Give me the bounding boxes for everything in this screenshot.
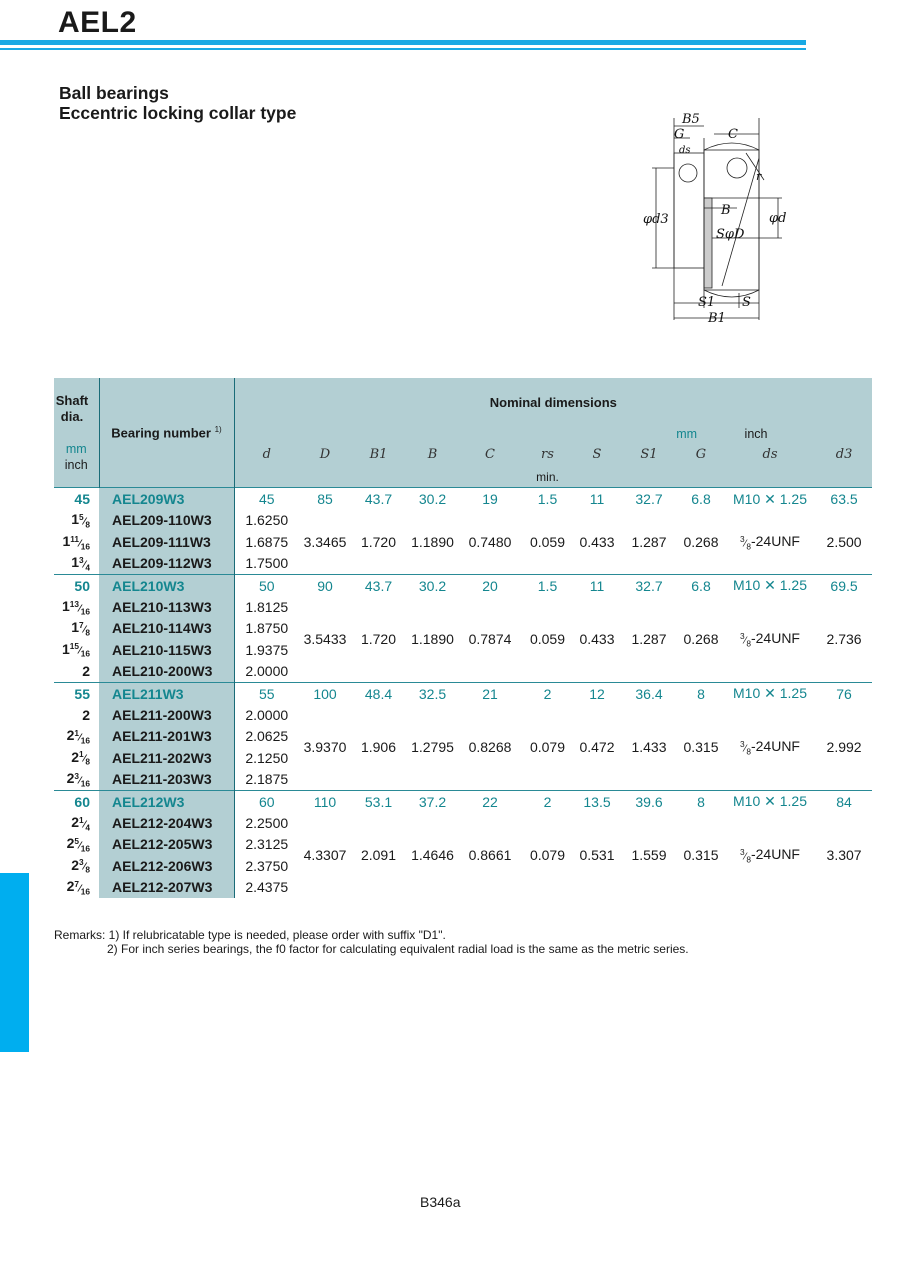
metric-value: 8 <box>678 682 724 704</box>
metric-value: 63.5 <box>816 488 872 510</box>
shaft-whole: 2 <box>82 663 90 680</box>
metric-value: 48.4 <box>351 682 406 704</box>
metric-value: 36.4 <box>620 682 678 704</box>
table-row-inch <box>54 704 872 725</box>
inch-s1: 1.287 <box>631 533 667 550</box>
col-name-b1: B1 <box>369 446 388 462</box>
shaft-whole: 1 <box>71 554 80 571</box>
inch-rs: 0.059 <box>529 631 566 648</box>
label-phi-d: φd <box>769 211 787 226</box>
bearing-number: AEL209W3 <box>99 488 234 510</box>
label-b5: B5 <box>682 112 700 127</box>
metric-value: 110 <box>299 790 351 812</box>
fraction-num: 3 <box>740 533 745 544</box>
fraction-num: 3 <box>79 554 84 565</box>
metric-value: 90 <box>299 574 351 596</box>
shaft-inch <box>54 876 99 897</box>
inch-s1: 1.287 <box>631 631 667 648</box>
metric-value: 85 <box>299 488 351 510</box>
metric-value: 12 <box>574 682 620 704</box>
table-row-metric <box>54 682 872 704</box>
bearing-number: AEL212W3 <box>99 790 234 812</box>
dimensions-table <box>54 378 872 898</box>
table-row-metric <box>54 488 872 510</box>
ds-fraction: $^3⁄_8$ <box>740 846 751 865</box>
metric-value: 43.7 <box>351 574 406 596</box>
page-title: AEL2 <box>58 6 137 39</box>
shaft-inch <box>54 834 99 855</box>
inch-d: 2.1250 <box>245 749 289 766</box>
metric-value: M10 ✕ 1.25 <box>724 682 816 704</box>
metric-value: 1.5 <box>521 488 574 510</box>
fraction-num: 15 <box>69 641 80 652</box>
bearing-number: AEL209-110W3 <box>99 510 234 531</box>
subtitle-line2: Eccentric locking collar type <box>59 103 297 123</box>
bearing-number: AEL212-205W3 <box>99 834 234 855</box>
shaft-mm: 55 <box>54 682 99 704</box>
section-subtitle <box>59 83 296 123</box>
shaft-whole: 2 <box>66 727 75 744</box>
inch-c: 0.7874 <box>468 631 512 648</box>
inch-ds <box>724 704 816 790</box>
col-name-c: C <box>485 446 495 462</box>
bearing-number: AEL212-207W3 <box>99 876 234 897</box>
ds-fraction: $^3⁄_8$ <box>740 533 751 551</box>
shaft-whole: 1 <box>71 511 80 528</box>
shaft-inch <box>54 768 99 790</box>
inch-s: 0.433 <box>579 533 615 550</box>
bearing-number: AEL211-200W3 <box>99 704 234 725</box>
bearing-header-label: Bearing number <box>111 425 211 441</box>
inch-d: 3.9370 <box>303 739 347 756</box>
metric-value: 100 <box>299 682 351 704</box>
fraction-den: 8 <box>746 540 751 551</box>
inch-d3: 2.992 <box>826 739 862 756</box>
metric-value: M10 ✕ 1.25 <box>724 790 816 812</box>
fraction-num: 5 <box>79 512 84 523</box>
fraction-den: 8 <box>746 854 751 865</box>
metric-value: 43.7 <box>351 488 406 510</box>
label-s: S <box>742 295 751 310</box>
metric-value: 8 <box>678 790 724 812</box>
shaft-fraction: $^1⁄_4$ <box>79 814 90 832</box>
label-b1: B1 <box>708 311 726 326</box>
metric-value: 13.5 <box>574 790 620 812</box>
inch-d: 3.3465 <box>303 533 347 550</box>
label-phi-d3: φd3 <box>643 212 669 227</box>
metric-value: 84 <box>816 790 872 812</box>
fraction-num: 1 <box>79 814 84 825</box>
table-row-metric <box>54 790 872 812</box>
col-name-d3: d3 <box>835 446 853 462</box>
inch-b1: 1.720 <box>360 533 397 550</box>
shaft-inch <box>54 553 99 575</box>
shaft-mm: 45 <box>54 488 99 510</box>
inch-s: 0.433 <box>579 631 615 648</box>
metric-value: 32.7 <box>620 574 678 596</box>
fraction-den: 16 <box>80 648 90 659</box>
inch-ds <box>724 596 816 682</box>
inch-b: 1.1890 <box>411 631 454 648</box>
shaft-unit-inch: inch <box>64 457 88 472</box>
fraction-num: 3 <box>740 846 745 857</box>
ds-fraction: $^3⁄_8$ <box>740 738 751 757</box>
metric-value: 6.8 <box>678 488 724 510</box>
shaft-inch <box>54 661 99 683</box>
bearing-diagram <box>638 108 798 328</box>
fraction-num: 1 <box>74 728 80 739</box>
inch-d: 2.3750 <box>245 857 289 874</box>
metric-value: 2 <box>521 790 574 812</box>
inch-b: 1.1890 <box>411 533 454 550</box>
bearing-number: AEL211-201W3 <box>99 726 234 747</box>
shaft-inch <box>54 510 99 531</box>
metric-value: 11 <box>574 488 620 510</box>
inch-d3: 3.307 <box>826 847 862 864</box>
inch-d: 2.0000 <box>245 706 289 723</box>
fraction-den: 16 <box>80 778 90 789</box>
fraction-num: 3 <box>74 770 80 781</box>
bearing-number: AEL210-114W3 <box>99 618 234 639</box>
shaft-fraction: $^1⁄_{16}$ <box>74 728 90 746</box>
shaft-fraction: $^3⁄_{16}$ <box>74 770 90 789</box>
label-b: B <box>721 203 731 218</box>
metric-value: 32.5 <box>406 682 459 704</box>
bearing-number: AEL210-115W3 <box>99 639 234 660</box>
table-row-inch <box>54 812 872 833</box>
shaft-fraction: $^5⁄_{16}$ <box>74 836 90 854</box>
metric-value: 19 <box>459 488 521 510</box>
metric-value: 30.2 <box>406 574 459 596</box>
metric-value: 32.7 <box>620 488 678 510</box>
col-name-g: G <box>695 446 707 462</box>
shaft-whole: 1 <box>71 619 80 636</box>
header-rule-thick <box>0 40 806 45</box>
fraction-num: 5 <box>74 836 80 846</box>
ds-fraction: $^3⁄_8$ <box>740 630 751 649</box>
label-s-phi-d: SφD <box>716 227 745 242</box>
fraction-den: 8 <box>85 519 90 530</box>
remark-1: Remarks: 1) If relubricatable type is needed, please order with suffix "D1". <box>54 928 446 942</box>
shaft-fraction: $^5⁄_8$ <box>79 512 90 530</box>
shaft-inch <box>54 855 99 876</box>
bearing-header-note: 1) <box>214 425 222 435</box>
metric-value: 37.2 <box>406 790 459 812</box>
col-header-shaft <box>54 378 99 488</box>
inch-d: 3.5433 <box>303 631 347 648</box>
inch-d: 2.3125 <box>245 836 289 853</box>
table-row-inch <box>54 596 872 617</box>
fraction-num: 3 <box>740 630 745 641</box>
fraction-num: 3 <box>740 738 745 749</box>
inch-g: 0.315 <box>683 847 719 864</box>
shaft-inch <box>54 618 99 639</box>
inch-b1: 1.720 <box>360 631 397 648</box>
fraction-num: 11 <box>70 533 80 544</box>
inch-c: 0.7480 <box>468 533 512 550</box>
label-s1: S1 <box>698 295 716 310</box>
shaft-inch <box>54 531 99 552</box>
fraction-num: 1 <box>79 749 84 760</box>
shaft-inch <box>54 812 99 833</box>
fraction-den: 16 <box>80 886 90 897</box>
shaft-whole: 1 <box>62 532 71 549</box>
ds-thread: -24UNF <box>750 738 800 755</box>
shaft-fraction: $^3⁄_8$ <box>79 857 90 875</box>
inch-d: 2.1875 <box>245 771 289 788</box>
ds-thread: -24UNF <box>750 846 800 863</box>
bearing-number: AEL210-113W3 <box>99 596 234 617</box>
shaft-fraction: $^{11}⁄_{16}$ <box>70 533 90 551</box>
nominal-unit-mm: mm <box>676 427 698 441</box>
shaft-inch <box>54 639 99 660</box>
inch-d3: 2.736 <box>826 631 862 648</box>
label-g: G <box>674 127 685 142</box>
inch-rs: 0.079 <box>529 739 566 756</box>
inch-ds <box>724 510 816 575</box>
inch-d: 2.0000 <box>245 663 289 680</box>
remark-2: 2) For inch series bearings, the f0 factor for calculating equivalent radial load is the same as the metric series. <box>107 942 689 956</box>
metric-value: 55 <box>234 682 299 704</box>
col-header-bearing <box>99 378 234 488</box>
inch-b: 1.4646 <box>411 847 454 864</box>
metric-value: 76 <box>816 682 872 704</box>
shaft-fraction: $^{13}⁄_{16}$ <box>69 598 90 617</box>
metric-value: 1.5 <box>521 574 574 596</box>
bearing-number: AEL210W3 <box>99 574 234 596</box>
bearing-number: AEL212-204W3 <box>99 812 234 833</box>
metric-value: 60 <box>234 790 299 812</box>
metric-value: 6.8 <box>678 574 724 596</box>
shaft-mm: 50 <box>54 574 99 596</box>
col-name-d: d <box>262 446 271 462</box>
page-number: B346a <box>420 1194 461 1210</box>
metric-value: 45 <box>234 488 299 510</box>
table-row-metric <box>54 574 872 596</box>
fraction-den: 4 <box>85 562 90 573</box>
shaft-whole: 1 <box>62 598 70 615</box>
inch-d: 1.8750 <box>245 620 289 637</box>
fraction-den: 4 <box>85 821 90 832</box>
col-name-s1: S1 <box>640 446 658 462</box>
label-r: r <box>756 170 762 183</box>
inch-g: 0.315 <box>683 739 719 756</box>
fraction-den: 8 <box>85 864 90 875</box>
inch-c: 0.8661 <box>468 847 512 864</box>
bearing-number: AEL211W3 <box>99 682 234 704</box>
shaft-fraction: $^{15}⁄_{16}$ <box>69 641 90 659</box>
fraction-den: 16 <box>80 606 90 617</box>
bearing-number: AEL209-112W3 <box>99 553 234 575</box>
fraction-den: 8 <box>85 627 90 638</box>
shaft-unit-mm: mm <box>65 441 87 456</box>
fraction-den: 8 <box>85 756 90 767</box>
inch-d: 1.6875 <box>245 533 289 550</box>
metric-value: M10 ✕ 1.25 <box>724 574 816 596</box>
inch-rs: 0.059 <box>529 533 566 550</box>
side-section-tab <box>0 873 29 1052</box>
inch-s: 0.531 <box>579 847 615 864</box>
fraction-num: 7 <box>74 878 80 889</box>
fraction-num: 3 <box>79 857 84 868</box>
inch-s1: 1.559 <box>631 847 667 864</box>
fraction-den: 8 <box>746 638 751 649</box>
table-row-inch <box>54 510 872 531</box>
bearing-number: AEL209-111W3 <box>99 531 234 552</box>
inch-d: 1.8125 <box>245 599 289 616</box>
shaft-fraction: $^3⁄_4$ <box>79 554 90 573</box>
metric-value: 30.2 <box>406 488 459 510</box>
shaft-fraction: $^7⁄_8$ <box>79 620 90 638</box>
fraction-den: 8 <box>746 746 751 757</box>
shaft-whole: 2 <box>71 856 80 873</box>
fraction-den: 16 <box>80 735 90 746</box>
shaft-inch <box>54 726 99 747</box>
inch-d: 1.9375 <box>245 641 289 658</box>
shaft-whole: 2 <box>71 748 80 765</box>
col-name-b: B <box>427 446 438 462</box>
shaft-inch <box>54 704 99 725</box>
subtitle-line1: Ball bearings <box>59 83 169 103</box>
metric-value: 2 <box>521 682 574 704</box>
bearing-number: AEL211-203W3 <box>99 768 234 790</box>
metric-value: 53.1 <box>351 790 406 812</box>
bearing-number: AEL212-206W3 <box>99 855 234 876</box>
shaft-whole: 1 <box>62 640 70 657</box>
metric-value: 39.6 <box>620 790 678 812</box>
inch-d: 1.6250 <box>245 512 289 529</box>
metric-value: 11 <box>574 574 620 596</box>
inch-b1: 1.906 <box>360 739 397 756</box>
metric-value: M10 ✕ 1.25 <box>724 488 816 510</box>
col-name-ds: ds <box>762 446 778 462</box>
col-name-d: D <box>319 446 331 462</box>
header-rule-thin <box>0 48 806 50</box>
metric-value: 50 <box>234 574 299 596</box>
shaft-inch <box>54 747 99 768</box>
inch-b: 1.2795 <box>411 739 454 756</box>
inch-ds <box>724 812 816 898</box>
inch-d: 4.3307 <box>303 847 347 864</box>
metric-value: 20 <box>459 574 521 596</box>
nominal-unit-inch: inch <box>744 427 768 441</box>
ds-thread: -24UNF <box>750 630 800 647</box>
inch-rs: 0.079 <box>529 847 566 864</box>
metric-value: 21 <box>459 682 521 704</box>
inch-d: 1.7500 <box>245 555 289 572</box>
shaft-whole: 2 <box>66 835 75 852</box>
ds-thread: -24UNF <box>750 532 800 549</box>
shaft-inch <box>54 596 99 617</box>
metric-value: 22 <box>459 790 521 812</box>
inch-d: 2.4375 <box>245 879 289 896</box>
shaft-fraction: $^1⁄_8$ <box>79 749 90 767</box>
shaft-header-label: Shaft dia. <box>55 392 89 424</box>
metric-value: 69.5 <box>816 574 872 596</box>
inch-d: 2.0625 <box>245 728 289 745</box>
shaft-whole: 2 <box>66 878 75 895</box>
col-name-rs: rs <box>541 446 554 462</box>
col-header-nominal: Nominal dimensions <box>489 394 617 410</box>
shaft-whole: 2 <box>71 813 80 830</box>
label-c: C <box>728 127 738 142</box>
fraction-den: 16 <box>80 540 90 551</box>
label-ds: ds <box>679 145 691 156</box>
col-name-s: S <box>592 446 602 462</box>
inch-d: 2.2500 <box>245 814 289 831</box>
bearing-number: AEL211-202W3 <box>99 747 234 768</box>
remarks <box>54 928 689 956</box>
inch-d3: 2.500 <box>826 533 862 550</box>
rs-min-label: min. <box>536 469 559 484</box>
bearing-number: AEL210-200W3 <box>99 661 234 683</box>
inch-s: 0.472 <box>579 739 615 756</box>
fraction-num: 13 <box>69 598 80 609</box>
inch-c: 0.8268 <box>468 739 512 756</box>
shaft-mm: 60 <box>54 790 99 812</box>
inch-b1: 2.091 <box>360 847 397 864</box>
shaft-whole: 2 <box>66 770 75 787</box>
shaft-whole: 2 <box>82 706 90 723</box>
inch-s1: 1.433 <box>631 739 667 756</box>
fraction-den: 16 <box>80 843 90 854</box>
inch-g: 0.268 <box>683 631 719 648</box>
shaft-fraction: $^7⁄_{16}$ <box>74 878 90 897</box>
fraction-num: 7 <box>79 620 84 631</box>
inch-g: 0.268 <box>683 533 719 550</box>
